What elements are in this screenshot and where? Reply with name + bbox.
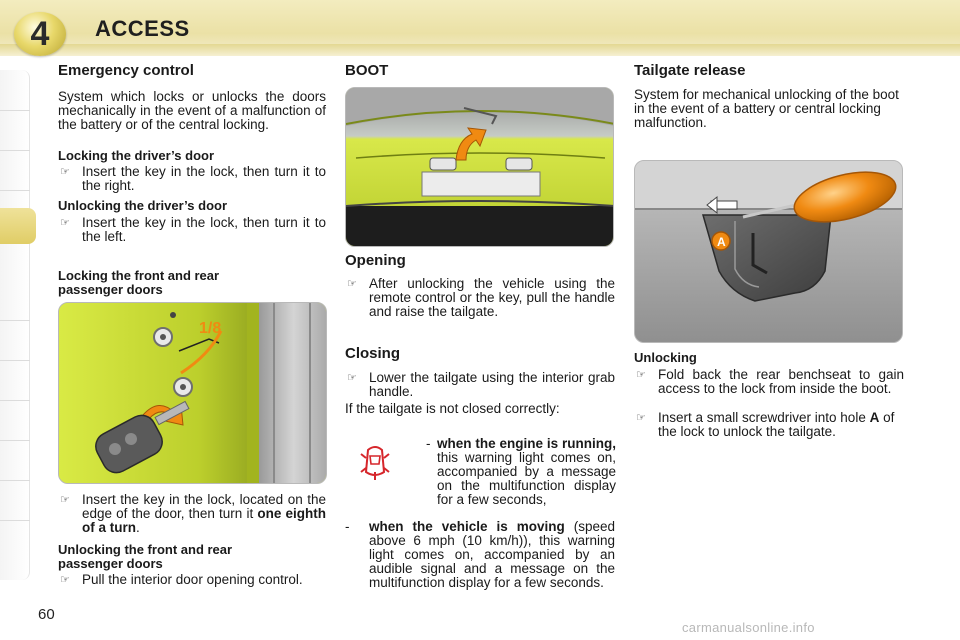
unlocking-front-rear-step: [58, 573, 326, 587]
page-number: 60: [38, 606, 55, 623]
step-text: Pull the interior door opening control.: [82, 572, 303, 587]
tailgate-release-text: System for mechanical unlocking of the boot in the event of a battery or central locking malfunction.: [634, 87, 899, 130]
unlocking-step-1: [634, 368, 904, 396]
tab-divider: [0, 320, 30, 321]
chapter-tab-strip: [0, 70, 30, 580]
pointing-hand-icon: ☞: [60, 494, 70, 506]
pointing-hand-icon: ☞: [347, 278, 357, 290]
hole-a-label: A: [717, 235, 726, 249]
pointing-hand-icon: ☞: [60, 217, 70, 229]
header-strip: [0, 44, 960, 56]
opening-step: [345, 277, 615, 319]
tab-divider: [0, 190, 30, 191]
step-text: Lower the tailgate using the interior grab handle.: [369, 370, 615, 399]
tab-divider: [0, 110, 30, 111]
chapter-badge: [14, 12, 66, 56]
boot-title: BOOT: [345, 62, 389, 79]
unlocking-title: Unlocking: [634, 350, 697, 365]
not-closed-text: If the tailgate is not closed correctly:: [345, 401, 560, 416]
step-bold-text: A: [869, 410, 880, 425]
tab-divider: [0, 150, 30, 151]
locking-front-rear-title: Locking the front and rear passenger doors: [58, 268, 220, 297]
pointing-hand-icon: ☞: [60, 166, 70, 178]
step-end: .: [136, 520, 140, 535]
chapter-number: 4: [30, 14, 50, 53]
pointing-hand-icon: ☞: [60, 574, 70, 586]
tab-divider: [0, 520, 30, 521]
insert-key-step: [58, 493, 326, 535]
step-text: After unlocking the vehicle using the remote control or the key, pull the handle and raise the tailgate.: [369, 276, 615, 319]
tab-divider: [0, 360, 30, 361]
moving-text: [369, 520, 615, 590]
tailgate-release-title: Tailgate release: [634, 62, 746, 79]
engine-running-text: [437, 437, 616, 507]
step-end: of the lock to unlock the tailgate.: [658, 410, 895, 439]
pointing-hand-icon: ☞: [636, 369, 646, 381]
tailgate-lock-drawing: [635, 161, 903, 343]
tab-divider: [0, 480, 30, 481]
engine-running-bold: when the engine is running,: [437, 436, 616, 451]
emergency-control-title: Emergency control: [58, 62, 194, 79]
eighth-turn-label: 1/8: [199, 320, 222, 337]
step-text: Fold back the rear benchseat to gain access to the lock from inside the boot.: [658, 367, 904, 396]
tab-divider: [0, 440, 30, 441]
pointing-hand-icon: ☞: [347, 372, 357, 384]
tab-divider: [0, 400, 30, 401]
locking-driver-step: [58, 165, 326, 193]
door-lock-drawing: [59, 303, 327, 484]
unlocking-driver-step: [58, 216, 326, 244]
tailgate-lock-illustration: [634, 160, 903, 343]
moving-bold: when the vehicle is moving: [369, 519, 565, 534]
door-open-warning-icon: [360, 442, 390, 482]
chapter-title: ACCESS: [95, 16, 190, 41]
moving-body: (speed above 6 mph (10 km/h)), this warning light comes on, accompanied by an audible signal and a message on the multifunction display for a few seconds.: [369, 519, 615, 590]
moving-dash: -: [345, 519, 350, 534]
locking-driver-title: Locking the driver’s door: [58, 148, 215, 163]
closing-step: [345, 371, 615, 399]
step-text: Insert the key in the lock, located on the edge of the door, then turn it: [82, 492, 326, 521]
unlocking-driver-title: Unlocking the driver’s door: [58, 198, 228, 213]
step-text: Insert a small screwdriver into hole: [658, 410, 866, 425]
unlocking-front-rear-title: Unlocking the front and rear passenger doors: [58, 542, 233, 571]
step-text: Insert the key in the lock, then turn it to the left.: [82, 215, 326, 244]
engine-running-dash: -: [426, 436, 431, 451]
closing-title: Closing: [345, 345, 400, 362]
chapter-tab-active[interactable]: [0, 208, 36, 244]
boot-illustration: [345, 87, 614, 247]
step-text: Insert the key in the lock, then turn it to the right.: [82, 164, 326, 193]
emergency-control-text: System which locks or unlocks the doors mechanically in the event of a malfunction of the battery or of the central locking.: [58, 89, 326, 132]
engine-running-body: this warning light comes on, accompanied by a message on the multifunction display for a few seconds,: [437, 450, 616, 507]
boot-drawing: [346, 88, 614, 247]
door-lock-illustration: [58, 302, 327, 484]
unlocking-step-2: [634, 411, 904, 439]
pointing-hand-icon: ☞: [636, 412, 646, 424]
step-bold-text: one eighth of a turn: [82, 506, 326, 535]
opening-title: Opening: [345, 252, 406, 269]
watermark: carmanualsonline.info: [682, 620, 815, 635]
